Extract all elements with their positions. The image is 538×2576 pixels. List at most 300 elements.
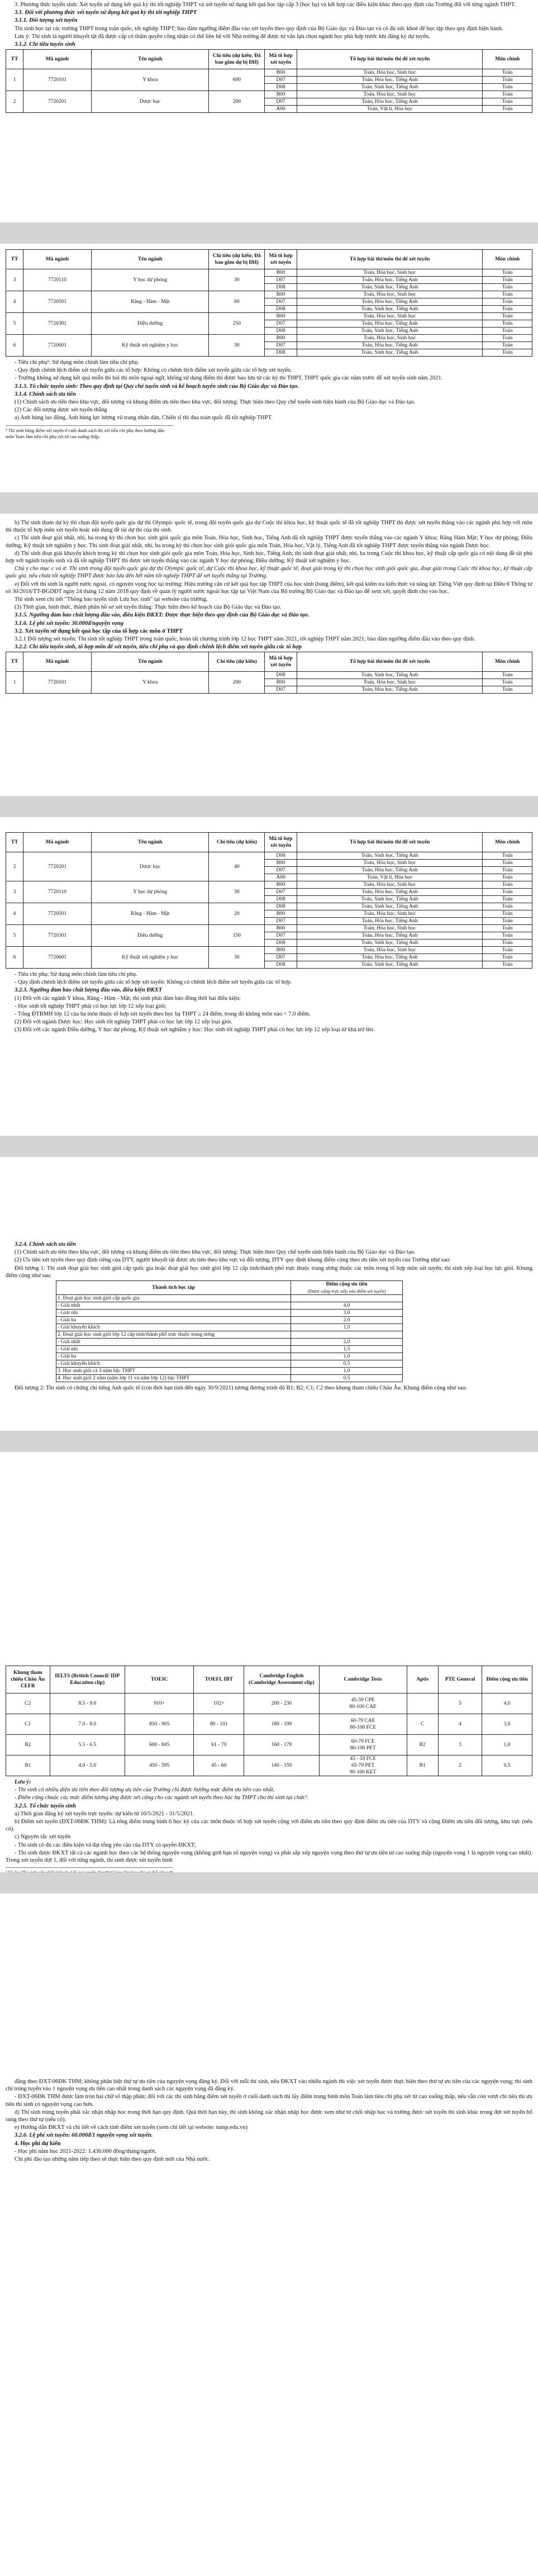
column-header: Chỉ tiêu (dự kiến; Đã bao gồm dự bị ĐH)	[209, 50, 265, 69]
table-row	[6, 672, 532, 679]
cell-sub: Toán, Sinh học, Tiếng Anh	[297, 328, 482, 335]
cell-sub: Toán, Sinh học, Tiếng Anh	[297, 896, 482, 903]
column-header: Mã ngành	[23, 250, 92, 269]
paragraph: (3) Thời gian, hình thức, thành phần hồ sơ xét tuyển thẳng: Thực hiện theo kế hoạch của Bộ Giáo dục và Đào tạo.	[15, 604, 282, 611]
cell-ten: Dược học	[91, 91, 209, 113]
cell-sub: Toán	[483, 91, 532, 98]
paragraph: Đối tượng 1: Thí sinh đoạt giải học sinh giỏi cấp quốc gia hoặc đoạt giải học sinh giỏi lớp 12 cấp tỉnh/thành phố trực thuộc trung ương thuộc các môn trong tổ hợp môn xét tuyển; thí sinh xếp loại học lực giỏi. Khung điểm cộng như sau:	[6, 1265, 532, 1279]
table-cell: 4.0 - 5.0	[50, 1756, 125, 1776]
table-cell: 61 - 79	[194, 1735, 244, 1756]
cell-sub: Toán	[483, 335, 532, 342]
paragraph: - Điểm cộng chuộc các mức điểm tương ứng được xét cộng cho các ngành xét tuyển theo học bạ THPT cho thí sinh tại chức².	[15, 1795, 309, 1801]
cell-sub: Toán, Sinh học, Tiếng Anh	[297, 852, 482, 860]
cell-sub: Toán	[483, 874, 532, 881]
cell-sub: Toán	[483, 284, 532, 291]
cell-tt: 5	[6, 313, 23, 335]
table-row	[6, 881, 532, 889]
cell-sub: Toán, Sinh học, Tiếng Anh	[297, 306, 482, 313]
cell-achievement: - Giải nhất	[56, 1302, 291, 1310]
cell-tt: 5	[6, 925, 23, 947]
document-page-6	[0, 1452, 538, 1872]
cell-sub: Toán, Hóa học, Sinh học	[297, 881, 482, 889]
cell-sub: Toán	[483, 954, 532, 961]
table-cell: 140 - 159	[244, 1756, 320, 1776]
cell-sub: Toán	[483, 947, 532, 954]
table-row	[56, 1302, 403, 1310]
cell-achievement: 1. Đoạt giải học sinh giỏi cấp quốc gia	[56, 1295, 291, 1302]
page-gap	[0, 1872, 538, 1894]
cell-sub: Toán	[483, 269, 532, 277]
cell-sub: B00	[265, 860, 297, 867]
table-cell: 45 - 60	[194, 1756, 244, 1776]
cell-ct: 200	[209, 91, 265, 113]
paragraph: e) Hướng dẫn ĐKXT và chi tiết về cách tính điểm xét tuyển (xem chi tiết tại website: tump.edu.vn)	[15, 2124, 247, 2131]
paragraph: - Tiêu chí phụ: Sử dụng môn chính làm tiêu chí phụ.	[15, 971, 137, 978]
cell-sub: Toán, Hóa học, Sinh học	[297, 91, 482, 98]
cell-sub: Toán	[483, 277, 532, 284]
cell-ten: Điều dưỡng	[91, 925, 209, 947]
paragraph: (1) Chính sách ưu tiên theo khu vực, đối tượng và khung điểm ưu tiên theo khu vực, đối tượng: Thực hiện theo Quy chế tuyển sinh hiện hành của Bộ Giáo dục và Đào tạo.	[15, 1249, 416, 1256]
column-header: Mã tổ hợp xét tuyển	[265, 50, 297, 69]
paragraph: b) Thí sinh tham dự kỳ thi chọn đội tuyển quốc gia dự thi Olympic quốc tế, trong đội tuyển quốc gia dự Cuộc thi khoa học, kỹ thuật quốc tế đã tốt nghiệp THPT thì được xét tuyển thẳng vào các ngành phù hợp với môn thi thuộc tổ hợp môn xét tuyển hoặc nội dung đề tài dự thi của thí sinh.	[6, 520, 532, 534]
table-cell: 45-59 CPE 80-100 CAE	[319, 1693, 407, 1714]
cell-bonus: 0,5	[291, 1375, 403, 1382]
cell-ma: 7720501	[23, 903, 92, 925]
cell-sub: D07	[265, 98, 297, 106]
cell-bonus: 1,0	[291, 1324, 403, 1331]
column-header: Khung tham chiếu Châu Âu CEFR	[6, 1666, 50, 1693]
cell-sub: Toán, Sinh học, Tiếng Anh	[297, 940, 482, 947]
cell-sub: Toán, Hóa học, Sinh học	[297, 910, 482, 918]
column-header: TT	[6, 250, 23, 269]
column-header: Tổ hợp bài thi/môn thi để xét tuyển	[297, 50, 482, 69]
page-gap	[0, 1136, 538, 1157]
cell-sub: B00	[265, 947, 297, 954]
paragraph: a) Anh hùng lao động, Anh hùng lực lượng vũ trang nhân dân, Chiến sĩ thi đua toàn quốc đã tốt nghiệp THPT.	[15, 415, 273, 421]
cell-ten: Răng - Hàm - Mặt	[91, 291, 209, 313]
table-cell: 60-79 FCE 80-100 PET	[319, 1735, 407, 1756]
cell-bonus: 0,5	[291, 1360, 403, 1368]
paragraph: (2) Các đối tượng được xét tuyển thẳng	[15, 407, 107, 414]
subsection-heading: 3.1.4. Chính sách ưu tiên	[15, 391, 76, 397]
paragraph: - Trường không sử dụng kết quả miễn thi bài thi môn ngoại ngữ, không sử dụng điểm thi được bảo lưu từ các kỳ thi THPT, THPT quốc gia các năm trước để xét tuyển sinh năm 2021.	[15, 375, 443, 382]
paragraph: Chi phí đào tạo những năm tiếp theo sẽ thực hiện theo quy định mới của Nhà nước.	[15, 2156, 211, 2163]
document-page-2	[0, 244, 538, 492]
cell-ma: 7720201	[23, 852, 92, 881]
column-header: Tên ngành	[91, 652, 209, 672]
cell-achievement: - Giải khuyến khích	[56, 1324, 291, 1331]
cell-sub: B00	[265, 291, 297, 298]
quota-table	[6, 249, 532, 357]
paragraph: d) Thí sinh đoạt giải khuyến khích trong kỳ thi chọn học sinh giỏi quốc gia môn Toán, Hóa học, Sinh học, Tiếng Anh; thí sinh đoạt giải nhất, nhì, ba trong Cuộc thi khoa học, kỹ thuật cấp quốc gia có nội dung đề tài phù hợp với ngành tuyển sinh và đã tốt nghiệp THPT thì được xét tuyển thẳng vào các ngành Y học dự phòng; Điều dưỡng; Kỹ thuật xét nghiệm y học.	[6, 550, 532, 564]
cell-sub: Toán, Hóa học, Tiếng Anh	[297, 932, 482, 940]
cell-sub: D07	[265, 867, 297, 874]
table-row	[56, 1353, 403, 1360]
column-header: Chỉ tiêu (dự kiến)	[209, 652, 265, 672]
cell-sub: D07	[265, 277, 297, 284]
subsection-heading: 3.2.4. Chính sách ưu tiên	[15, 1241, 76, 1247]
paragraph: (2) Đối với ngành Dược học: Học sinh tốt nghiệp THPT phải có học lực lớp 12 xếp loại giỏi.	[15, 1019, 232, 1026]
paragraph: 3.2.3. Ngưỡng đảm bảo chất lượng đầu vào, điều kiện ĐKXT	[15, 987, 163, 994]
table-row	[6, 313, 532, 320]
cell-ma: 7720110	[23, 269, 92, 291]
paragraph: d) Thí sinh trúng tuyển phải xác nhận nhập học trong thời hạn quy định. Quá thời hạn này, thí sinh không xác nhận nhập học được xem như từ chối nhập học và trường được xét tuyển thí sinh khác trong đợt xét tuyển bổ sung theo thứ tự (nếu có).	[6, 2109, 532, 2123]
cell-ma: 7720101	[23, 69, 92, 91]
column-header: Tổ hợp bài thi/môn thi để xét tuyển	[297, 250, 482, 269]
cell-sub: Toán	[483, 291, 532, 298]
cell-sub: Toán	[483, 106, 532, 113]
cell-sub: A00	[265, 874, 297, 881]
intro-paragraph: 3. Phương thức tuyển sinh: Xét tuyển sử dụng kết quả kỳ thi tốt nghiệp THPT và xét tuyển sử dụng kết quả học tập cấp 3 (học bạ) và kết hợp các điều kiện khác theo quy định của Trường đối với từng ngành THPT.	[15, 2, 516, 8]
quota-table	[6, 49, 532, 113]
cell-bonus: 1,5	[291, 1346, 403, 1353]
cell-bonus: 4,0	[291, 1302, 403, 1310]
cell-sub: Toán, Hóa học, Tiếng Anh	[297, 686, 482, 694]
paragraph: (1) Chính sách ưu tiên theo khu vực, đối tượng và khung điểm ưu tiên theo khu vực, đối tượng: Thực hiện theo Quy chế tuyển sinh hiện hành của Bộ Giáo dục và Đào tạo.	[15, 399, 416, 406]
english-certificate-table	[6, 1666, 532, 1776]
cell-sub: B00	[265, 313, 297, 320]
cell-achievement: 4. Học sinh giỏi 2 năm (năm lớp 11 và năm lớp 12) bậc THPT	[56, 1375, 291, 1382]
table-cell: 3,0	[482, 1714, 532, 1735]
table-cell: C	[407, 1714, 438, 1735]
table-cell: 4,0	[482, 1693, 532, 1714]
cell-sub: Toán, Sinh học, Tiếng Anh	[297, 672, 482, 679]
column-header: Môn chính	[483, 50, 532, 69]
cell-bonus: 2,0	[291, 1317, 403, 1324]
paragraph: - Học phí năm học 2021-2022: 1.430.000 đồng/tháng/người.	[15, 2148, 156, 2155]
footnote: ¹ Thí sinh bằng điểm xét tuyển ở cuối danh sách thì xét tiêu chí phụ theo hướng dẫn môn Toán làm tiêu chí phụ xét từ cao xuống thấp.	[6, 425, 173, 440]
paragraph: Đối tượng 2: Thí sinh có chứng chỉ tiếng Anh quốc tế (còn thời hạn tính đến ngày 30/9/2021) tương đương trình độ B1; B2; C1; C2 theo khung tham chiếu Châu Âu. Khung điểm cộng như sau:	[15, 1385, 467, 1392]
table-row	[56, 1331, 403, 1339]
bonus-table	[56, 1280, 403, 1382]
column-header: TOEIC	[125, 1666, 194, 1693]
cell-sub: Toán	[483, 881, 532, 889]
paragraph: c) Thí sinh đoạt giải nhất, nhì, ba trong kỳ thi chọn học sinh giỏi quốc gia môn Toán, Hóa học, Sinh học, Tiếng Anh đã tốt nghiệp THPT được tuyển thẳng vào các ngành Y khoa; Răng Hàm Mặt; Y học dự phòng; Điều dưỡng; Kỹ thuật xét nghiệm y học. Thí sinh đoạt giải nhất, nhì, ba trong kỳ thi chọn học sinh giỏi quốc gia môn Toán, Hóa học, Vật lý, Tiếng Anh đã tốt nghiệp THPT được tuyển thẳng vào ngành Dược học.	[6, 535, 532, 549]
table-cell: B1	[407, 1756, 438, 1776]
cell-sub: Toán	[483, 69, 532, 77]
cell-ma: 7720601	[23, 335, 92, 357]
subsection-heading: 3.2.2. Chỉ tiêu tuyển sinh, tổ hợp môn để xét tuyển, tiêu chí phụ và quy định chênh lệch điểm xét tuyển giữa các tổ hợp	[15, 644, 302, 651]
column-header: Mã ngành	[23, 50, 92, 69]
paragraph: - Quy định chênh lệch điểm xét tuyển giữa các tổ hợp xét tuyển: Không có chênh lệch điểm xét tuyển giữa các tổ hợp.	[15, 979, 292, 986]
cell-ct: 30	[209, 947, 265, 969]
table-cell: 2	[438, 1756, 482, 1776]
cell-sub: Toán	[483, 940, 532, 947]
cell-sub: D08	[265, 284, 297, 291]
paragraph: (3) Đối với các ngành Điều dưỡng, Y học dự phòng, Kỹ thuật xét nghiệm y học: Học sinh tốt nghiệp THPT phải có học lực lớp 12 xếp loại từ khá trở lên.	[15, 1027, 375, 1033]
cell-sub: Toán, Hóa học, Sinh học	[297, 925, 482, 932]
page-gap	[0, 796, 538, 817]
cell-sub: Toán	[483, 961, 532, 969]
table-row	[6, 852, 532, 860]
paragraph: (1) Đối với các ngành Y khoa, Răng - Hàm - Mặt, thí sinh phải đảm bảo đồng thời hai điều kiện:	[15, 995, 241, 1002]
subsection-heading: 3.1.6. Lệ phí xét tuyển: 30.000đ/nguyện vọng	[15, 620, 123, 627]
cell-sub: A00	[265, 106, 297, 113]
cell-sub: D08	[265, 672, 297, 679]
cell-achievement: - Giải nhất	[56, 1339, 291, 1346]
cell-sub: D08	[265, 306, 297, 313]
cell-ct: 30	[209, 269, 265, 291]
table-header-row	[6, 1666, 532, 1693]
cell-tt: 6	[6, 947, 23, 969]
cell-sub: B00	[265, 269, 297, 277]
page-gap	[0, 222, 538, 244]
cell-tt: 2	[6, 852, 23, 881]
cell-sub: D08	[265, 903, 297, 910]
cell-sub: B00	[265, 335, 297, 342]
cell-sub: B00	[265, 910, 297, 918]
table-row	[6, 1756, 532, 1776]
column-header: Mã ngành	[23, 833, 92, 852]
cell-ct: 250	[209, 313, 265, 335]
cell-achievement: - Giải nhì	[56, 1310, 291, 1317]
table-header-row	[6, 250, 532, 269]
table-row	[56, 1310, 403, 1317]
cell-sub: Toán, Hóa học, Tiếng Anh	[297, 98, 482, 106]
table-cell: 450 - 595	[125, 1756, 194, 1776]
table-cell: 4	[438, 1714, 482, 1735]
cell-ma: 7720601	[23, 947, 92, 969]
table-row	[6, 1693, 532, 1714]
column-header: Tên ngành	[91, 50, 209, 69]
paragraph: - Thí sinh có nhiều diện ưu tiên theo đối tượng ưu tiên của Trường chỉ được hưởng mức điểm ưu tiên cao nhất.	[15, 1787, 275, 1794]
cell-bonus	[291, 1331, 403, 1339]
paragraph: - ĐXT-06ĐK THM được làm tròn hai chữ số thập phân; đối với các thí sinh bằng điểm xét tuyển ở cuối danh sách thì lấy điểm trung bình môn Toán làm tiêu chí phụ xét từ cao xuống thấp, nếu vẫn còn vượt chỉ tiêu thì ưu tiên thí sinh có nguyện vọng cao hơn.	[6, 2094, 532, 2108]
cell-ten: Dược học	[91, 852, 209, 881]
table-row	[6, 925, 532, 932]
cell-ct: 200	[209, 672, 265, 694]
cell-sub: Toán, Sinh học, Tiếng Anh	[297, 961, 482, 969]
cell-sub: Toán	[483, 342, 532, 349]
subsection-heading: 3.1.2. Chỉ tiêu tuyển sinh	[15, 41, 75, 48]
column-header: Môn chính	[483, 250, 532, 269]
cell-bonus: 1,0	[291, 1368, 403, 1375]
cell-ma: 7720301	[23, 925, 92, 947]
cell-sub: Toán	[483, 679, 532, 686]
column-header: IELTS (British Council/ IDP Education clip)	[50, 1666, 125, 1693]
cell-sub: Toán, Hóa học, Sinh học	[297, 335, 482, 342]
table-row	[6, 335, 532, 342]
cell-tt: 6	[6, 335, 23, 357]
cell-sub: Toán	[483, 84, 532, 91]
paragraph: Thí sinh xem chi tiết "Thông báo tuyển sinh Lưu học sinh" tại website của trường.	[15, 596, 208, 603]
table-cell: 45 - 59 FCE 65-79 PET 90-100 KET	[319, 1756, 407, 1776]
table-cell: 180 - 199	[244, 1714, 320, 1735]
cell-sub: D07	[265, 77, 297, 84]
cell-sub: Toán	[483, 686, 532, 694]
page-gap	[0, 1431, 538, 1452]
cell-sub: Toán, Hóa học, Tiếng Anh	[297, 277, 482, 284]
table-cell: 600 - 845	[125, 1735, 194, 1756]
cell-sub: Toán	[483, 889, 532, 896]
column-header: TT	[6, 50, 23, 69]
cell-ten: Y học dự phòng	[91, 269, 209, 291]
table-cell: 60-79 CAE 80-100 FCE	[319, 1714, 407, 1735]
cell-sub: D07	[265, 918, 297, 925]
table-header-row	[6, 50, 532, 69]
cell-sub: D07	[265, 320, 297, 328]
paragraph: - Tổng ĐTBMH lớp 12 của ba môn thuộc tổ hợp xét tuyển theo học bạ THPT ≥ 24 điểm, trong đó không môn nào < 7,0 điểm.	[15, 1011, 311, 1018]
cell-sub: B00	[265, 69, 297, 77]
table-cell: 200 - 230	[244, 1693, 320, 1714]
cell-sub: D08	[265, 349, 297, 357]
paragraph: 3.2.5. Tổ chức tuyển sinh	[15, 1802, 76, 1809]
paragraph: c) Nguyên tắc xét tuyển	[15, 1834, 71, 1840]
table-cell: 8.5 - 9.0	[50, 1693, 125, 1714]
cell-sub: Toán, Hóa học, Sinh học	[297, 269, 482, 277]
cell-sub: Toán, Hóa học, Tiếng Anh	[297, 298, 482, 306]
table-row	[56, 1346, 403, 1353]
cell-sub: D08	[265, 84, 297, 91]
cell-tt: 3	[6, 881, 23, 903]
cell-sub: Toán, Hóa học, Sinh học	[297, 291, 482, 298]
cell-sub: Toán, Hóa học, Tiếng Anh	[297, 77, 482, 84]
table-cell: C2	[6, 1693, 50, 1714]
cell-ct: 150	[209, 925, 265, 947]
cell-sub: Toán	[483, 98, 532, 106]
paragraph: e) Đối với thí sinh là người nước ngoài, có nguyện vọng học tại trường: Hiệu trưởng căn cứ kết quả học tập THPT của học sinh (bảng điểm), kết quả kiểm tra kiến thức và năng lực Tiếng Việt quy định tại Điều 6 Thông tư số 30/2018/TT-BGDĐT ngày 24 tháng 12 năm 2018 quy định về quản lý người nước ngoài học tập tại Việt Nam của Bộ trưởng Bộ Giáo dục và Đào tạo để xem xét, quyết định cho vào học.	[6, 581, 532, 595]
cell-ma: 7720110	[23, 881, 92, 903]
table-row	[6, 91, 532, 98]
cell-sub: Toán, Sinh học, Tiếng Anh	[297, 84, 482, 91]
cell-ten: Y học dự phòng	[91, 881, 209, 903]
cell-achievement: - Giải khuyến khích	[56, 1360, 291, 1368]
cell-ten: Y khoa	[91, 672, 209, 694]
cell-achievement: - Giải ba	[56, 1353, 291, 1360]
cell-sub: Toán	[483, 298, 532, 306]
cell-sub: D07	[265, 686, 297, 694]
paragraph: - Thí sinh có đủ các điều kiện và đạt tổng yêu cầu của DTY có quyền ĐKXT;	[15, 1842, 196, 1848]
section-heading: 3.1. Đối với phương thức xét tuyển sử dụng kết quả kỳ thi tốt nghiệp THPT	[15, 10, 197, 16]
paragraph: Lưu ý: Thí sinh là người khuyết tật đã được cấp có thẩm quyền công nhận có thể liên hệ với Nhà trường để được tư vấn lựa chọn ngành học phù hợp trước khi đăng ký dự tuyển.	[15, 33, 430, 40]
section-heading: 3.2. Xét tuyển sử dụng kết quả học tập của tổ hợp các môn ở THPT	[15, 628, 183, 634]
document-page-5	[0, 1157, 538, 1431]
cell-achievement: - Giải nhì	[56, 1346, 291, 1353]
paragraph: - Học sinh tốt nghiệp THPT phải có học lực lớp 12 xếp loại giỏi;	[15, 1003, 166, 1009]
quota-table	[6, 652, 532, 694]
cell-sub: Toán, Vật lí, Hóa học	[297, 874, 482, 881]
table-row	[6, 1735, 532, 1756]
table-cell: B2	[6, 1735, 50, 1756]
cell-sub: Toán	[483, 932, 532, 940]
table-cell: 7.0 - 8.0	[50, 1714, 125, 1735]
cell-ten: Y khoa	[91, 69, 209, 91]
cell-sub: B00	[265, 91, 297, 98]
paragraph: - Quy định chênh lệch điểm xét tuyển giữa các tổ hợp: Không có chênh lệch điểm xét tuyển giữa các tổ hợp xét tuyển.	[15, 367, 292, 374]
column-header: Aptis	[407, 1666, 438, 1693]
column-header: Tổ hợp bài thi/môn thi để xét tuyển	[297, 833, 482, 852]
table-row	[6, 69, 532, 77]
paragraph: 4. Học phí dự kiến	[15, 2140, 61, 2147]
subsection-heading: 3.1.1. Đối tượng xét tuyển	[15, 17, 78, 24]
column-header: Mã ngành	[23, 652, 92, 672]
column-header	[291, 1281, 403, 1295]
cell-sub: Toán	[483, 349, 532, 357]
table-cell: 1,0	[482, 1735, 532, 1756]
document-page-4	[0, 817, 538, 1136]
table-cell: 850 - 905	[125, 1714, 194, 1735]
quota-table	[6, 832, 532, 969]
cell-sub: Toán	[483, 306, 532, 313]
column-header: Tên ngành	[91, 250, 209, 269]
document-page-7	[0, 1894, 538, 2576]
cell-sub: Toán, Hóa học, Sinh học	[297, 313, 482, 320]
cell-sub: Toán, Hóa học, Sinh học	[297, 69, 482, 77]
table-row	[56, 1375, 403, 1382]
cell-achievement: - Giải ba	[56, 1317, 291, 1324]
cell-sub: Toán, Hóa học, Tiếng Anh	[297, 320, 482, 328]
table-row	[56, 1360, 403, 1368]
cell-ma: 7720301	[23, 313, 92, 335]
column-header-title: Điểm cộng ưu tiên	[326, 1282, 368, 1288]
cell-sub: Toán, Sinh học, Tiếng Anh	[297, 349, 482, 357]
cell-achievement: 2. Đoạt giải học sinh giỏi lớp 12 cấp tỉnh/thành phố trực thuộc trung ương	[56, 1331, 291, 1339]
column-header: Môn chính	[483, 833, 532, 852]
cell-sub: Toán, Vật lí, Hóa học	[297, 106, 482, 113]
cell-sub: Toán, Hóa học, Sinh học	[297, 860, 482, 867]
table-header-row	[56, 1281, 403, 1295]
cell-ma: 7720201	[23, 91, 92, 113]
column-header: Cambridge English (Cambridge Assessment clip)	[244, 1666, 320, 1693]
table-cell: B2	[407, 1735, 438, 1756]
column-header: Môn chính	[483, 652, 532, 672]
column-header: TT	[6, 652, 23, 672]
cell-sub: Toán, Sinh học, Tiếng Anh	[297, 903, 482, 910]
table-header-row	[6, 652, 532, 672]
cell-sub: D07	[265, 889, 297, 896]
cell-sub: Toán	[483, 903, 532, 910]
cell-sub: Toán	[483, 672, 532, 679]
table-row	[56, 1339, 403, 1346]
column-header: Thành tích học tập	[56, 1281, 291, 1295]
table-cell: C1	[6, 1714, 50, 1735]
column-header: Mã tổ hợp xét tuyển	[265, 833, 297, 852]
page-gap	[0, 492, 538, 514]
cell-sub: Toán	[483, 852, 532, 860]
paragraph: b) Điểm xét tuyển (ĐXT-06ĐK THM): Là tổng điểm trung bình 6 học kỳ của các môn thuộc tổ hợp xét tuyển cộng với điểm ưu tiên theo quy định điểm ưu tiên của DTY và cộng Điểm ưu tiên đối tượng, khu vực (nếu có).	[6, 1819, 532, 1833]
table-cell: 0,5	[482, 1756, 532, 1776]
table-header-row	[6, 833, 532, 852]
column-header: Tên ngành	[91, 833, 209, 852]
subsection-heading: 3.1.5. Ngưỡng đảm bảo chất lượng đầu vào, điều kiện ĐKXT: Được thực hiện theo quy định của Bộ Giáo dục và Đào tạo.	[15, 612, 310, 619]
cell-bonus	[291, 1295, 403, 1302]
subsection-heading: 3.1.3. Tổ chức tuyển sinh: Theo quy định tại Quy chế tuyển sinh và kế hoạch tuyển sinh của Bộ Giáo dục và Đào tạo.	[15, 383, 299, 390]
paragraph: a) Thời gian đăng ký xét tuyển trực tuyến: dự kiến từ 10/5/2021 - 31/5/2021.	[15, 1810, 194, 1817]
cell-sub: Toán, Sinh học, Tiếng Anh	[297, 284, 482, 291]
document-page-3	[0, 514, 538, 796]
cell-sub: Toán, Hóa học, Tiếng Anh	[297, 918, 482, 925]
table-cell: 3	[438, 1735, 482, 1756]
table-row	[6, 947, 532, 954]
column-header: Điểm cộng ưu tiên	[482, 1666, 532, 1693]
paragraph: (2) Ưu tiên xét tuyển theo quy định riêng của DTY, người khuyết tật được ưu tiên theo khu vực và đối tượng, DTY quy định khung điểm cộng theo ưu tiên xét tuyển của Trường như sau:	[15, 1257, 451, 1264]
paragraph: - Tiêu chí phụ¹: Sử dụng môn chính làm tiêu chí phụ.	[15, 359, 139, 366]
cell-sub: Toán	[483, 328, 532, 335]
table-cell: 5.5 - 6.5	[50, 1735, 125, 1756]
cell-bonus: 2,0	[291, 1339, 403, 1346]
cell-ct: 40	[209, 852, 265, 881]
column-header: PTE General	[438, 1666, 482, 1693]
cell-tt: 4	[6, 903, 23, 925]
cell-sub: Toán, Hóa học, Sinh học	[297, 947, 482, 954]
cell-sub: Toán	[483, 896, 532, 903]
paragraph: 3.2.1 Đối tượng xét tuyển: Thí sinh tốt nghiệp THPT trong toàn quốc, hoàn tất chương trình lớp 12 học THPT năm 2021, tốt nghiệp THPT năm 2021; bảo đảm ngưỡng điểm đầu vào theo quy định.	[15, 636, 475, 643]
cell-tt: 3	[6, 269, 23, 291]
cell-ct: 600	[209, 69, 265, 91]
table-cell: 80 - 101	[194, 1714, 244, 1735]
cell-ma: 7720101	[23, 672, 92, 694]
column-header: Chỉ tiêu (dự kiến; Đã bao gồm dự bị ĐH)	[209, 250, 265, 269]
